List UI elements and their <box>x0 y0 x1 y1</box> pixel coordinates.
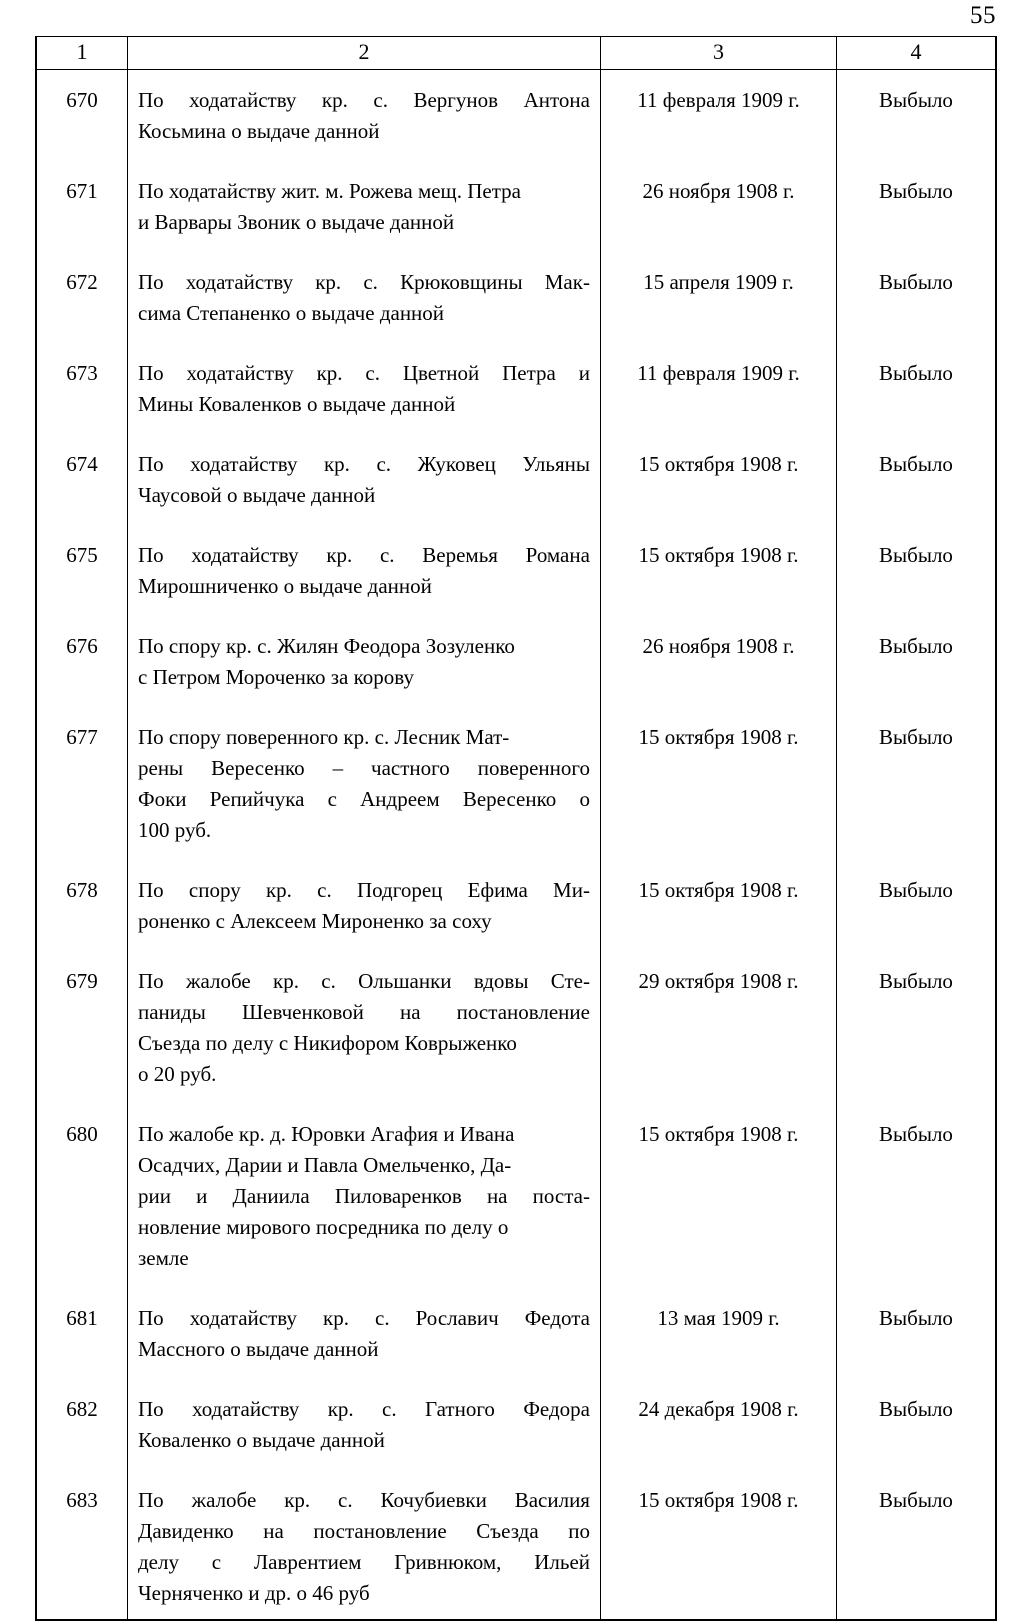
description-line <box>138 1394 590 1425</box>
description-line: сима Степаненко о выдаче данной <box>138 301 445 325</box>
column-header-3: 3 <box>601 37 837 70</box>
page-number: 55 <box>970 2 996 29</box>
description-word: Лаврентием <box>253 1550 362 1574</box>
description-line: По спору кр. с. Жилян Феодора Зозуленко <box>138 634 515 658</box>
table-row <box>36 707 996 860</box>
description-word: постановление <box>313 1519 447 1543</box>
description-word: Вересенко <box>211 756 305 780</box>
description-word: Ми- <box>553 878 590 902</box>
description-word: кр. <box>315 270 342 294</box>
description-line <box>138 753 590 784</box>
row-number-cell: 670 <box>36 70 128 162</box>
description-word: Гатного <box>425 1397 495 1421</box>
description-word: на <box>486 1184 508 1208</box>
description-word: с. <box>373 88 388 112</box>
registry-table-container <box>35 36 990 1621</box>
row-description-cell <box>128 1470 601 1620</box>
description-word: Давиденко <box>138 1519 234 1543</box>
table-row <box>36 252 996 343</box>
table-row <box>36 1288 996 1379</box>
description-word: Ольшанки <box>358 969 452 993</box>
table-row <box>36 616 996 707</box>
description-word: с. <box>382 1397 397 1421</box>
description-word: Пиловаренков <box>334 1184 462 1208</box>
description-word: Рославич <box>415 1306 499 1330</box>
description-line: и Варвары Звоник о выдаче данной <box>138 210 455 234</box>
description-line <box>138 997 590 1028</box>
description-word: Вергунов <box>413 88 499 112</box>
row-description-cell <box>128 161 601 252</box>
column-header-2: 2 <box>128 37 601 70</box>
description-word: жалобе <box>185 969 251 993</box>
description-word: с. <box>375 1306 390 1330</box>
table-row <box>36 1104 996 1288</box>
description-word: с <box>327 787 337 811</box>
row-date-cell: 24 декабря 1908 г. <box>601 1379 837 1470</box>
table-row <box>36 70 996 162</box>
description-word: Фоки <box>138 787 187 811</box>
row-status-cell: Выбыло <box>837 951 997 1104</box>
description-word: жалобе <box>191 1488 257 1512</box>
row-number-cell: 678 <box>36 860 128 951</box>
description-word: Жуковец <box>417 452 496 476</box>
description-word: на <box>399 1000 421 1024</box>
description-word: Петра <box>502 361 556 385</box>
row-status-cell: Выбыло <box>837 252 997 343</box>
row-description-cell <box>128 525 601 616</box>
description-word: поста- <box>532 1184 590 1208</box>
row-description-cell <box>128 707 601 860</box>
row-status-cell: Выбыло <box>837 1379 997 1470</box>
description-line: Черняченко и др. о 46 руб <box>138 1581 370 1605</box>
description-line <box>138 267 590 298</box>
row-date-cell: 29 октября 1908 г. <box>601 951 837 1104</box>
row-number-cell: 673 <box>36 343 128 434</box>
row-date-cell: 15 октября 1908 г. <box>601 860 837 951</box>
description-line <box>138 540 590 571</box>
description-word: и <box>578 361 590 385</box>
table-row <box>36 1470 996 1620</box>
description-word: Гривнюком, <box>394 1550 502 1574</box>
description-word: Кочубиевки <box>380 1488 487 1512</box>
description-word: ходатайству <box>185 270 294 294</box>
description-word: кр. <box>273 969 299 993</box>
row-number-cell: 680 <box>36 1104 128 1288</box>
description-word: По <box>138 1488 164 1512</box>
row-description-cell <box>128 860 601 951</box>
description-line <box>138 85 590 116</box>
description-word: Цветной <box>402 361 480 385</box>
description-word: По <box>138 452 164 476</box>
row-date-cell: 15 октября 1908 г. <box>601 525 837 616</box>
description-line: По жалобе кр. д. Юровки Агафия и Ивана <box>138 1122 515 1146</box>
description-word: Шевченковой <box>241 1000 364 1024</box>
description-line: Мирошниченко о выдаче данной <box>138 574 432 598</box>
description-word: По <box>138 543 164 567</box>
description-word: ходатайству <box>192 1397 300 1421</box>
description-line <box>138 875 590 906</box>
description-word: с. <box>363 270 378 294</box>
row-number-cell: 677 <box>36 707 128 860</box>
table-row <box>36 951 996 1104</box>
description-word: Ефима <box>467 878 528 902</box>
row-description-cell <box>128 434 601 525</box>
description-word: с. <box>317 878 332 902</box>
table-header <box>36 37 996 70</box>
description-line: роненко с Алексеем Мироненко за соху <box>138 909 492 933</box>
column-header-1: 1 <box>36 37 128 70</box>
row-date-cell: 15 октября 1908 г. <box>601 1470 837 1620</box>
description-word: делу <box>138 1550 179 1574</box>
description-word: спору <box>188 878 241 902</box>
table-row <box>36 525 996 616</box>
row-status-cell: Выбыло <box>837 434 997 525</box>
description-word: с. <box>365 361 380 385</box>
row-description-cell <box>128 1288 601 1379</box>
description-line <box>138 358 590 389</box>
description-line: 100 руб. <box>138 818 212 842</box>
column-header-4: 4 <box>837 37 997 70</box>
description-line <box>138 449 590 480</box>
description-word: – <box>332 756 344 780</box>
description-word: Съезда <box>476 1519 539 1543</box>
description-line: Съезда по делу с Никифором Коврыженко <box>138 1031 517 1055</box>
row-number-cell: 676 <box>36 616 128 707</box>
row-description-cell <box>128 616 601 707</box>
row-description-cell <box>128 1379 601 1470</box>
row-status-cell: Выбыло <box>837 1104 997 1288</box>
description-line: По спору поверенного кр. с. Лесник Мат- <box>138 725 510 749</box>
description-word: с. <box>376 452 392 476</box>
row-status-cell: Выбыло <box>837 70 997 162</box>
description-line <box>138 1547 590 1578</box>
description-word: Веремья <box>422 543 498 567</box>
description-word: Крюковщины <box>400 270 523 294</box>
row-date-cell: 15 апреля 1909 г. <box>601 252 837 343</box>
description-word: кр. <box>284 1488 311 1512</box>
row-date-cell: 26 ноября 1908 г. <box>601 616 837 707</box>
row-number-cell: 683 <box>36 1470 128 1620</box>
description-word: Федора <box>523 1397 590 1421</box>
row-status-cell: Выбыло <box>837 343 997 434</box>
description-word: о <box>579 787 590 811</box>
description-line <box>138 1303 590 1334</box>
row-number-cell: 671 <box>36 161 128 252</box>
row-date-cell: 13 мая 1909 г. <box>601 1288 837 1379</box>
description-word: Ульяны <box>522 452 590 476</box>
description-word: ходатайству <box>186 361 294 385</box>
description-word: Федота <box>524 1306 590 1330</box>
description-line: Косьмина о выдаче данной <box>138 119 380 143</box>
row-date-cell: 11 февраля 1909 г. <box>601 343 837 434</box>
description-line <box>138 784 590 815</box>
description-word: кр. <box>327 1397 354 1421</box>
row-description-cell <box>128 343 601 434</box>
description-word: на <box>263 1519 284 1543</box>
description-line <box>138 966 590 997</box>
row-number-cell: 682 <box>36 1379 128 1470</box>
table-row <box>36 161 996 252</box>
description-line: Коваленко о выдаче данной <box>138 1428 385 1452</box>
description-word: с. <box>338 1488 353 1512</box>
description-word: поверенного <box>477 756 590 780</box>
row-status-cell: Выбыло <box>837 860 997 951</box>
description-word: Ильей <box>534 1550 590 1574</box>
table-row <box>36 860 996 951</box>
row-number-cell: 674 <box>36 434 128 525</box>
description-line: о 20 руб. <box>138 1062 217 1086</box>
row-number-cell: 675 <box>36 525 128 616</box>
description-word: Мак- <box>544 270 590 294</box>
row-status-cell: Выбыло <box>837 707 997 860</box>
description-word: По <box>138 969 164 993</box>
description-word: кр. <box>326 543 353 567</box>
description-word: рии <box>138 1184 171 1208</box>
description-word: паниды <box>138 1000 206 1024</box>
description-line: Массного о выдаче данной <box>138 1337 379 1361</box>
description-word: Подгорец <box>357 878 443 902</box>
row-description-cell <box>128 1104 601 1288</box>
description-word: ходатайству <box>189 1306 297 1330</box>
row-number-cell: 681 <box>36 1288 128 1379</box>
table-row <box>36 343 996 434</box>
description-word: вдовы <box>473 969 529 993</box>
description-word: постановление <box>456 1000 590 1024</box>
description-line <box>138 1485 590 1516</box>
description-word: Романа <box>525 543 590 567</box>
row-description-cell <box>128 252 601 343</box>
description-word: кр. <box>265 878 292 902</box>
row-status-cell: Выбыло <box>837 1470 997 1620</box>
description-word: и <box>196 1184 208 1208</box>
description-line <box>138 1516 590 1547</box>
description-word: кр. <box>316 361 343 385</box>
row-date-cell: 15 октября 1908 г. <box>601 1104 837 1288</box>
description-word: с <box>211 1550 222 1574</box>
row-description-cell <box>128 70 601 162</box>
description-line <box>138 1181 590 1212</box>
description-word: ходатайству <box>189 88 297 112</box>
table-header-row <box>36 37 996 70</box>
description-word: с. <box>321 969 336 993</box>
row-status-cell: Выбыло <box>837 1288 997 1379</box>
row-date-cell: 15 октября 1908 г. <box>601 434 837 525</box>
description-word: кр. <box>321 88 348 112</box>
description-word: Василия <box>514 1488 590 1512</box>
description-word: Сте- <box>550 969 590 993</box>
description-word: По <box>138 361 164 385</box>
description-word: Антона <box>523 88 590 112</box>
row-number-cell: 679 <box>36 951 128 1104</box>
row-status-cell: Выбыло <box>837 616 997 707</box>
description-word: по <box>568 1519 590 1543</box>
description-line: По ходатайству жит. м. Рожева мещ. Петра <box>138 179 521 203</box>
description-word: По <box>138 1397 164 1421</box>
description-word: кр. <box>323 1306 349 1330</box>
row-date-cell: 26 ноября 1908 г. <box>601 161 837 252</box>
row-number-cell: 672 <box>36 252 128 343</box>
registry-table <box>35 36 997 1621</box>
row-date-cell: 11 февраля 1909 г. <box>601 70 837 162</box>
description-word: Вересенко <box>462 787 557 811</box>
table-body <box>36 70 996 1621</box>
row-status-cell: Выбыло <box>837 525 997 616</box>
description-word: По <box>138 878 164 902</box>
description-line: земле <box>138 1246 189 1270</box>
description-word: частного <box>371 756 450 780</box>
description-line: Чаусовой о выдаче данной <box>138 483 376 507</box>
row-description-cell <box>128 951 601 1104</box>
description-word: По <box>138 270 164 294</box>
description-word: кр. <box>323 452 350 476</box>
description-word: Даниила <box>232 1184 310 1208</box>
table-row <box>36 434 996 525</box>
description-line: с Петром Мороченко за корову <box>138 665 414 689</box>
description-word: По <box>138 1306 164 1330</box>
description-word: По <box>138 88 164 112</box>
description-line: Осадчих, Дарии и Павла Омельченко, Да- <box>138 1153 512 1177</box>
description-word: с. <box>379 543 395 567</box>
description-word: ходатайству <box>191 543 299 567</box>
description-word: рены <box>138 756 184 780</box>
description-line: Мины Коваленков о выдаче данной <box>138 392 456 416</box>
description-word: Андреем <box>360 787 440 811</box>
table-row <box>36 1379 996 1470</box>
row-date-cell: 15 октября 1908 г. <box>601 707 837 860</box>
row-status-cell: Выбыло <box>837 161 997 252</box>
description-word: Репийчука <box>209 787 305 811</box>
description-word: ходатайству <box>190 452 298 476</box>
description-line: новление мирового посредника по делу о <box>138 1215 509 1239</box>
